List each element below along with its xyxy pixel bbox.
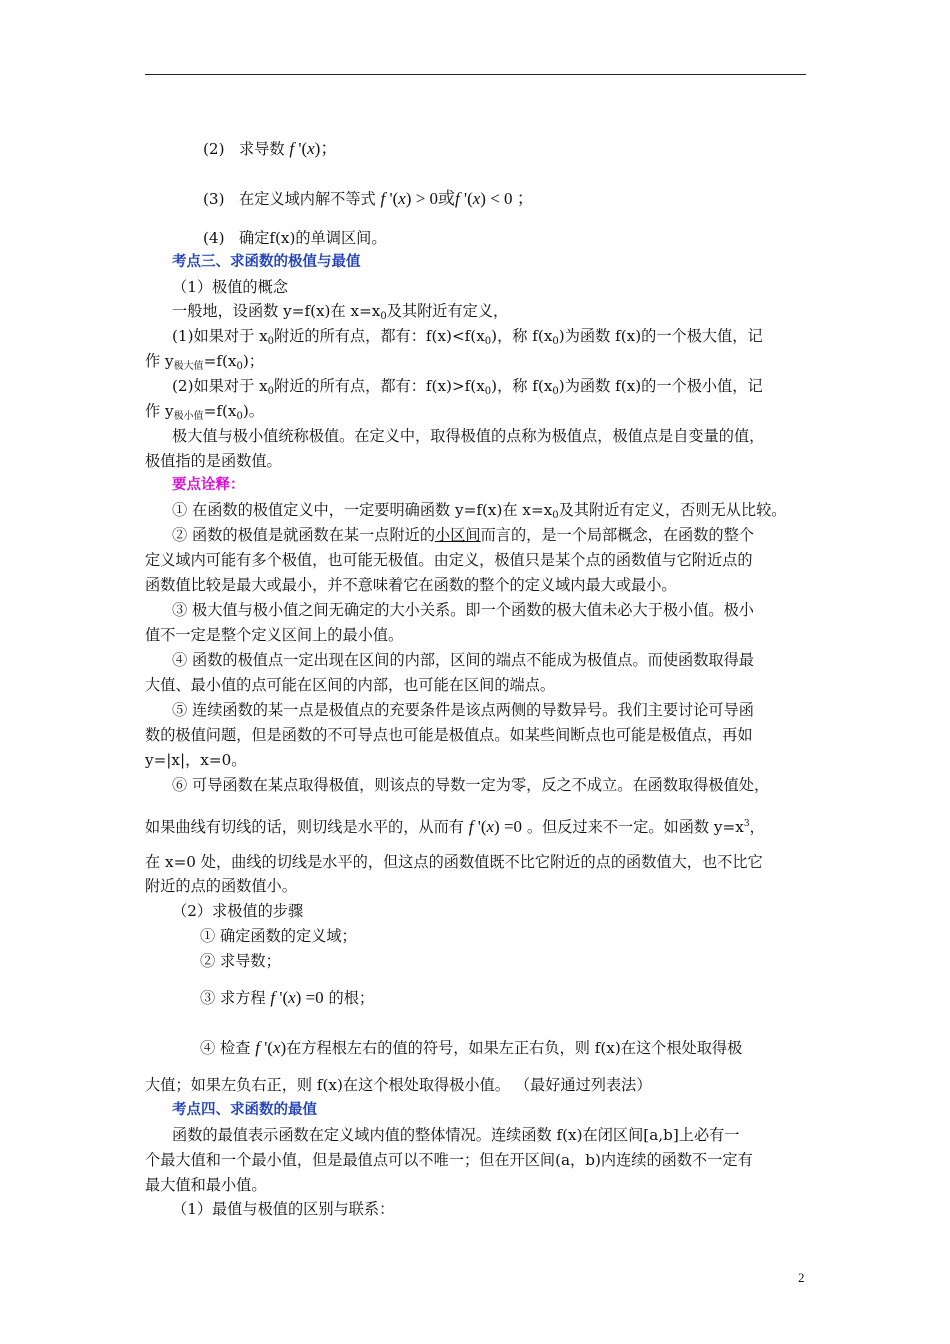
section4-para-line2: 个最大值和一个最小值，但是最值点可以不唯一；但在开区间(a，b)内连续的函数不一定有 <box>145 1151 753 1169</box>
summary-line1: 极大值与极小值统称极值。在定义中，取得极值的点称为极值点，极值点是自变量的值， <box>172 427 765 445</box>
summary-line2: 极值指的是函数值。 <box>145 452 282 470</box>
extremum-step-3: ③ 求方程 f '(x) =0 的根； <box>200 988 375 1007</box>
extremum-step-4-line2: 大值；如果左负右正，则 f(x)在这个根处取得极小值。 （最好通过列表法） <box>145 1076 652 1094</box>
section3-sub2: （2）求极值的步骤 <box>172 902 304 920</box>
extremum-step-1: ① 确定函数的定义域； <box>200 927 357 945</box>
key-point-1: ① 在函数的极值定义中，一定要明确函数 y=f(x)在 $x=x_0$及其附近有定义，否则无从比较。 <box>172 501 787 521</box>
minimum-def-line1: (2)如果对于 $x_0$附近的所有点，都有：$f(x)>f(x_0)$，称 $f(x_0)$为函数 f(x)的一个极小值，记 <box>172 377 763 397</box>
key-point-3-line2: 值不一定是整个定义区间上的最小值。 <box>145 626 404 644</box>
key-point-6-line4: 附近的点的函数值小。 <box>145 877 297 895</box>
extremum-step-4-line1: ④ 检查 f '(x)在方程根左右的值的符号，如果左正右负，则 f(x)在这个根处取得极 <box>200 1038 743 1057</box>
key-point-5-line3: y=|x|，x=0。 <box>145 751 247 769</box>
section4-sub1: （1）最值与极值的区别与联系： <box>172 1200 395 1218</box>
key-point-4-line1: ④ 函数的极值点一定出现在区间的内部，区间的端点不能成为极值点。而使函数取得最 <box>172 651 754 669</box>
key-point-6-line3: 在 x=0 处，曲线的切线是水平的，但这点的函数值既不比它附近的点的函数值大，也不比它 <box>145 853 763 871</box>
step-3: (3) 在定义域内解不等式 f '(x) > 0或f '(x) < 0 ； <box>203 189 534 208</box>
section3-sub1: （1）极值的概念 <box>172 278 288 296</box>
minimum-def-line2: 作 $y_{极小值}=f(x_0)$。 <box>145 402 264 422</box>
extremum-step-2: ② 求导数； <box>200 952 281 970</box>
step-4: (4) 确定f(x)的单调区间。 <box>203 229 387 247</box>
key-point-6-line2: 如果曲线有切线的话，则切线是水平的，从而有 f '(x) =0 。但反过来不一定。如函数 $y=x^3$， <box>145 817 765 836</box>
key-point-5-line1: ⑤ 连续函数的某一点是极值点的充要条件是该点两侧的导数异号。我们主要讨论可导函 <box>172 701 754 719</box>
section3-heading: 考点三、求函数的极值与最值 <box>172 254 361 270</box>
maximum-def-line2: 作 $y_{极大值}=f(x_0)$； <box>145 352 264 372</box>
key-point-6-line1: ⑥ 可导函数在某点取得极值，则该点的导数一定为零，反之不成立。在函数取得极值处， <box>172 776 770 794</box>
key-point-4-line2: 大值、最小值的点可能在区间的内部，也可能在区间的端点。 <box>145 676 556 694</box>
section4-heading: 考点四、求函数的最值 <box>172 1102 317 1118</box>
key-point-2-line2: 定义域内可能有多个极值，也可能无极值。由定义，极值只是某个点的函数值与它附近点的 <box>145 551 753 569</box>
section4-para-line1: 函数的最值表示函数在定义域内值的整体情况。连续函数 f(x)在闭区间[a,b]上必有一 <box>172 1126 740 1144</box>
maximum-def-line1: (1)如果对于 $x_0$附近的所有点，都有：$f(x)<f(x_0)$，称 $f(x_0)$为函数 f(x)的一个极大值，记 <box>172 327 763 347</box>
header-rule <box>145 74 806 75</box>
key-point-2-line1: ② 函数的极值是就函数在某一点附近的小区间而言的，是一个局部概念，在函数的整个 <box>172 526 754 544</box>
section4-para-line3: 最大值和最小值。 <box>145 1176 267 1194</box>
definition-line: 一般地，设函数 y=f(x)在 $x=x_0$及其附近有定义， <box>172 302 509 322</box>
page-number: 2 <box>798 1270 805 1285</box>
key-point-5-line2: 数的极值问题，但是函数的不可导点也可能是极值点。如某些间断点也可能是极值点，再如 <box>145 726 753 744</box>
key-points-heading: 要点诠释： <box>172 477 245 493</box>
key-point-2-line3: 函数值比较是最大或最小，并不意味着它在函数的整个的定义域内最大或最小。 <box>145 576 677 594</box>
step-2: (2) 求导数 f '(x)； <box>203 139 338 158</box>
key-point-3-line1: ③ 极大值与极小值之间无确定的大小关系。即一个函数的极大值未必大于极小值。极小 <box>172 601 754 619</box>
